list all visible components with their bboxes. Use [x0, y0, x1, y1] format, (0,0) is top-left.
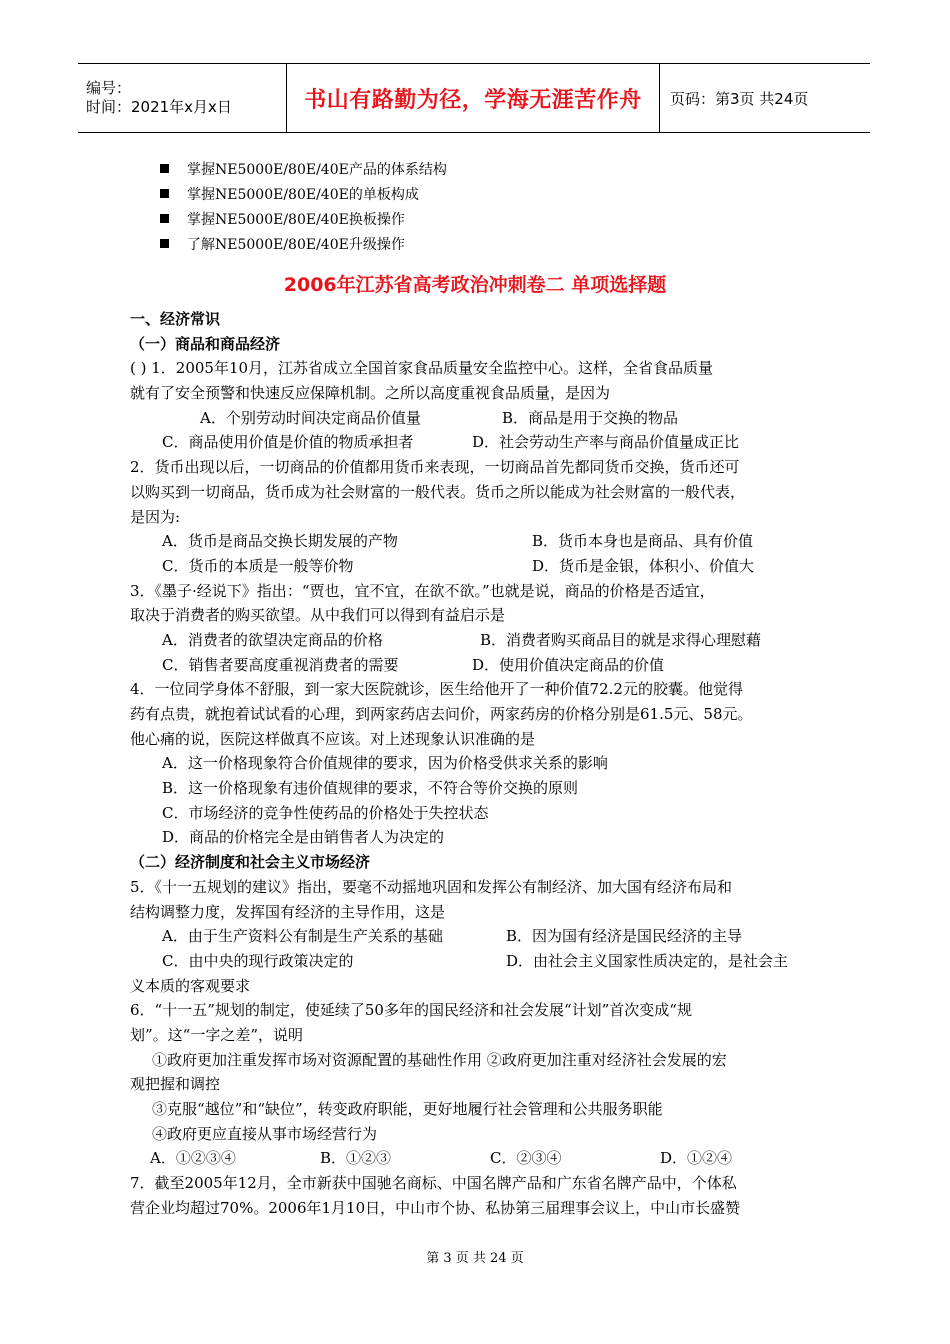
question-1-text: 就有了安全预警和快速反应保障机制。之所以高度重视食品质量，是因为: [130, 384, 611, 403]
option-c: C．销售者要高度重视消费者的需要: [162, 655, 399, 674]
option-c: C．货币的本质是一般等价物: [162, 556, 354, 575]
square-bullet-icon: [160, 189, 169, 198]
header-motto-cell: [286, 64, 660, 132]
option-a: A．消费者的欲望决定商品的价格: [162, 630, 383, 649]
option-b: B．货币本身也是商品、具有价值: [532, 532, 754, 551]
question-3-text: 取决于消费者的购买欲望。从中我们可以得到有益启示是: [130, 606, 506, 625]
question-6-statement: ③克服“越位”和“缺位”，转变政府职能，更好地履行社会管理和公共服务职能: [152, 1100, 663, 1118]
question-5-text: 结构调整力度，发挥国有经济的主导作用，这是: [130, 902, 446, 921]
question-4-text: 他心痛的说，医院这样做真不应该。对上述现象认识准确的是: [130, 729, 536, 748]
header-page-info: 页码：第3页 共24页: [670, 89, 809, 108]
question-2-options: [130, 529, 832, 554]
serial-label: 编号：: [86, 79, 132, 97]
option-b: B．这一价格现象有违价值规律的要求，不符合等价交换的原则: [162, 779, 579, 798]
header-meta: [78, 64, 286, 132]
option-c: C．由中央的现行政策决定的: [162, 951, 354, 970]
question-2-text: 是因为:: [130, 507, 181, 526]
question-6-text: 划”。这“一字之差”，说明: [130, 1025, 304, 1044]
option-b: B．①②③: [320, 1149, 392, 1168]
option-d: D．由社会主义国家性质决定的，是社会主: [506, 951, 789, 970]
question-1-text: ( ) 1．2005年10月，江苏省成立全国首家食品质量安全监控中心。这样，全省食品质量: [130, 359, 714, 378]
section-heading: 一、经济常识: [130, 310, 221, 328]
option-b: B．商品是用于交换的物品: [502, 408, 679, 427]
objective-item: 掌握NE5000E/80E/40E换板操作: [160, 206, 447, 231]
question-body: [130, 307, 832, 1220]
option-d: D．商品的价格完全是由销售者人为决定的: [162, 828, 445, 847]
question-6-options: [130, 1146, 832, 1171]
objective-item: 掌握NE5000E/80E/40E的单板构成: [160, 181, 447, 206]
option-b: B．因为国有经济是国民经济的主导: [506, 927, 743, 946]
option-c: C．商品使用价值是价值的物质承担者: [162, 433, 414, 452]
question-3-options: [130, 653, 832, 678]
question-1-options: [130, 430, 832, 455]
question-2-options: [130, 554, 832, 579]
subsection-heading: （二）经济制度和社会主义市场经济: [130, 853, 371, 872]
question-2-text: 以购买到一切商品，货币成为社会财富的一般代表。货币之所以能成为社会财富的一般代表，: [130, 482, 746, 501]
option-a: A．这一价格现象符合价值规律的要求，因为价格受供求关系的影响: [162, 754, 608, 773]
option-d: D．使用价值决定商品的价值: [472, 655, 665, 674]
square-bullet-icon: [160, 164, 169, 173]
subsection-heading: （一）商品和商品经济: [130, 334, 281, 353]
question-6-statement: ④政府更应直接从事市场经营行为: [152, 1124, 378, 1143]
objective-item: 了解NE5000E/80E/40E升级操作: [160, 231, 447, 256]
header-motto: 书山有路勤为径，学海无涯苦作舟: [304, 87, 642, 113]
question-4-text: 4．一位同学身体不舒服，到一家大医院就诊，医生给他开了一种价值72.2元的胶囊。他觉得: [130, 680, 743, 699]
option-a: A．由于生产资料公有制是生产关系的基础: [162, 927, 443, 946]
option-c: C．②③④: [490, 1149, 562, 1168]
question-6-statement: ①政府更加注重发挥市场对资源配置的基础性作用 ②政府更加注重对经济社会发展的宏: [152, 1050, 727, 1069]
option-b: B．消费者购买商品目的就是求得心理慰藉: [480, 630, 762, 649]
objective-item: 掌握NE5000E/80E/40E产品的体系结构: [160, 156, 447, 181]
page-footer: 第 3 页 共 24 页: [426, 1251, 524, 1266]
question-2-text: 2．货币出现以后，一切商品的价值都用货币来表现，一切商品首先都同货币交换，货币还可: [130, 458, 740, 477]
question-5-text: 义本质的客观要求: [130, 976, 251, 995]
square-bullet-icon: [160, 214, 169, 223]
page-header: [78, 63, 870, 133]
option-a: A．①②③④: [150, 1149, 236, 1168]
question-6-text: 6．“十一五”规划的制定，使延续了50多年的国民经济和社会发展“计划”首次变成“规: [130, 1001, 692, 1020]
option-a: A．个别劳动时间决定商品价值量: [200, 408, 421, 427]
objectives-list: [160, 156, 447, 256]
option-d: D．货币是金银，体积小、价值大: [532, 556, 755, 575]
option-d: D．社会劳动生产率与商品价值量成正比: [472, 433, 740, 452]
question-4-text: 药有点贵，就抱着试试看的心理，到两家药店去问价，两家药房的价格分别是61.5元、58元。: [130, 705, 753, 723]
document-title: 2006年江苏省高考政治冲刺卷二 单项选择题: [283, 274, 667, 296]
time-label: 时间：2021年x月x日: [86, 98, 232, 116]
question-7-text: 7．截至2005年12月，全市新获中国驰名商标、中国名牌产品和广东省名牌产品中，个体私: [130, 1174, 737, 1193]
question-5-options: [130, 949, 832, 974]
option-c: C．市场经济的竞争性使药品的价格处于失控状态: [162, 803, 489, 822]
question-6-statement: 观把握和调控: [130, 1075, 221, 1094]
square-bullet-icon: [160, 239, 169, 248]
question-5-options: [130, 924, 832, 949]
option-a: A．货币是商品交换长期发展的产物: [162, 532, 398, 551]
option-d: D．①②④: [660, 1149, 733, 1168]
question-3-options: [130, 628, 832, 653]
question-7-text: 营企业均超过70%。2006年1月10日，中山市个协、私协第三届理事会议上，中山市长盛赞: [130, 1198, 741, 1217]
question-1-options: [130, 406, 832, 431]
question-3-text: 3．《墨子·经说下》指出：“贾也，宜不宜，在欲不欲。”也就是说，商品的价格是否适宜，: [130, 581, 715, 600]
question-5-text: 5．《十一五规划的建议》指出，要毫不动摇地巩固和发挥公有制经济、加大国有经济布局和: [130, 877, 733, 896]
